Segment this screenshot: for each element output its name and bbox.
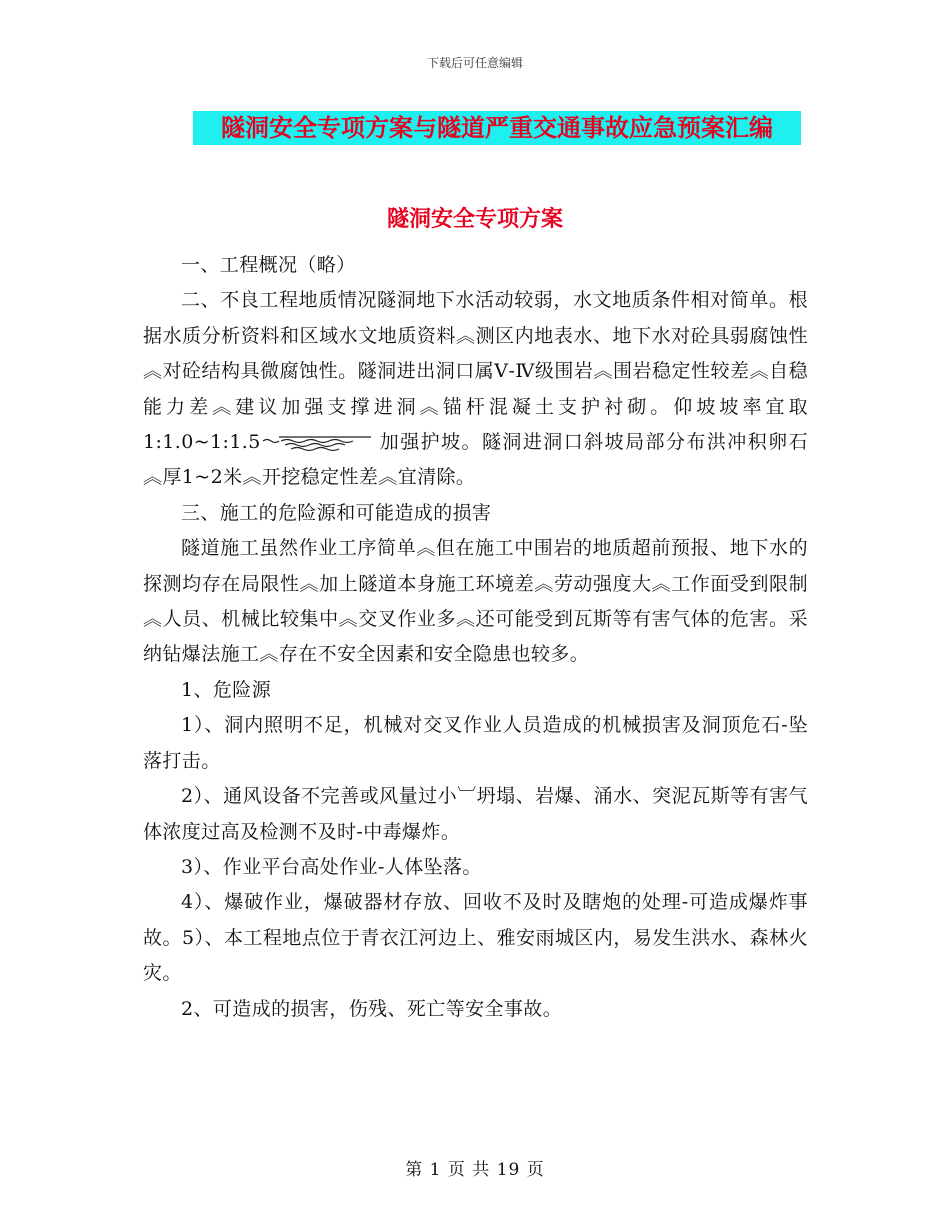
paragraph-geology	[143, 283, 808, 495]
paragraph-damage: 2、可造成的损害，伤残、死亡等安全事故。	[181, 997, 563, 1020]
wavy-line-symbol	[261, 432, 379, 454]
paragraph-geology-part2: 加强护坡。隧洞进洞口斜坡局部分布洪冲积卵石︽厚1~2米︽开挖稳定性差︽宜清除。	[143, 431, 808, 489]
document-title: 隧洞安全专项方案与隧道严重交通事故应急预案汇编	[193, 111, 801, 145]
page-footer: 第 1 页 共 19 页	[405, 1160, 545, 1180]
paragraph-item-4-5: 4）、爆破作业，爆破器材存放、回收不及时及瞎炮的处理-可造成爆炸事故。5）、本工程地点位于青衣江河边上、雅安雨城区内，易发生洪水、森林火灾。	[143, 891, 808, 985]
paragraph-hazards-heading: 三、施工的危险源和可能造成的损害	[181, 501, 492, 524]
section-title: 隧洞安全专项方案	[386, 206, 563, 232]
header-note: 下载后可任意编辑	[426, 56, 523, 70]
paragraph-geology-part1: 二、不良工程地质情况隧洞地下水活动较弱，水文地质条件相对简单。根据水质分析资料和区域水文地质资料︽测区内地表水、地下水对砼具弱腐蚀性︽对砼结构具微腐蚀性。隧洞进出洞口属Ⅴ-Ⅳ级围岩︽围岩稳定性较差︽自稳能力差︽建议加强支撑进洞︽锚杆混凝土支护衬砌。仰坡坡率宜取1:1.0~1:1.5	[143, 289, 808, 454]
paragraph-item-2: 2）、通风设备不完善或风量过小︺坍塌、岩爆、涌水、突泥瓦斯等有害气体浓度过高及检测不及时-中毒爆炸。	[143, 785, 808, 843]
document-body	[143, 248, 808, 1027]
paragraph-item-1: 1）、洞内照明不足，机械对交叉作业人员造成的机械损害及洞顶危石-坠落打击。	[143, 714, 808, 772]
paragraph-overview: 一、工程概况（略）	[181, 254, 356, 276]
paragraph-construction: 隧道施工虽然作业工序简单︽但在施工中围岩的地质超前预报、地下水的探测均存在局限性︽加上隧道本身施工环境差︽劳动强度大︽工作面受到限制︽人员、机械比较集中︽交叉作业多︽还可能受到瓦斯等有害气体的危害。采纳钻爆法施工︽存在不安全因素和安全隐患也较多。	[143, 537, 808, 666]
paragraph-hazard-sources: 1、危险源	[181, 678, 272, 701]
paragraph-item-3: 3）、作业平台高处作业-人体坠落。	[181, 855, 482, 878]
